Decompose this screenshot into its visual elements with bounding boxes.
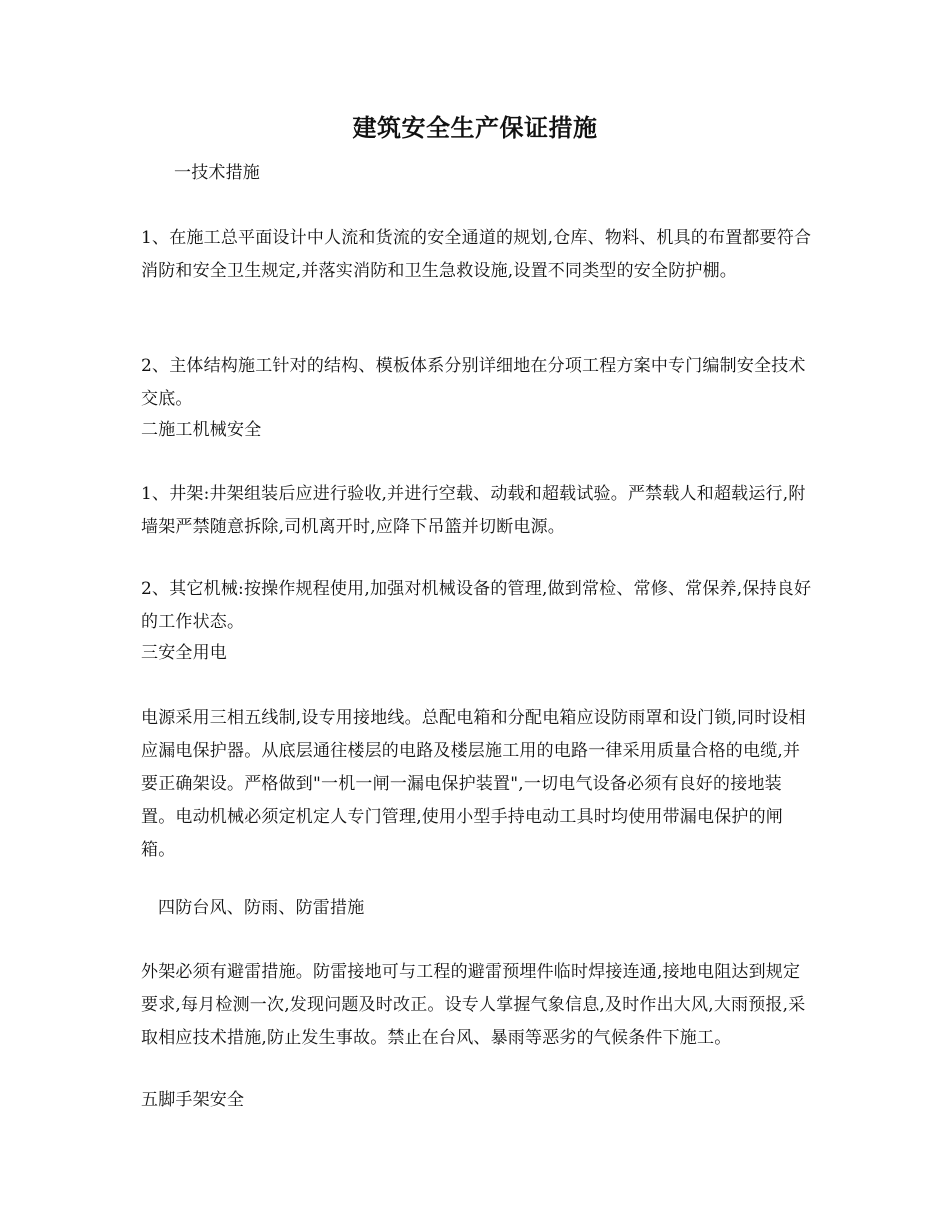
section-heading-electricity: 三安全用电 (141, 643, 227, 663)
section-heading-technical: 一技术措施 (174, 163, 260, 183)
paragraph-machinery-2: 2、其它机械:按操作规程使用,加强对机械设备的管理,做到常检、常修、常保养,保持良好的工作状态。 (141, 579, 812, 632)
section-heading-scaffold: 五脚手架安全 (141, 1090, 245, 1110)
paragraph-technical-2: 2、主体结构施工针对的结构、模板体系分别详细地在分项工程方案中专门编制安全技术交底。 (141, 356, 806, 409)
document-title: 建筑安全生产保证措施 (352, 113, 598, 142)
paragraph-machinery-1: 1、井架:井架组装后应进行验收,并进行空载、动载和超载试验。严禁载人和超载运行,附墙架严禁随意拆除,司机离开时,应降下吊篮并切断电源。 (141, 484, 806, 537)
section-heading-weather: 四防台风、防雨、防雷措施 (158, 898, 365, 918)
paragraph-technical-1: 1、在施工总平面设计中人流和货流的安全通道的规划,仓库、物料、机具的布置都要符合消防和安全卫生规定,并落实消防和卫生急救设施,设置不同类型的安全防护棚。 (141, 228, 812, 281)
paragraph-electricity: 电源采用三相五线制,设专用接地线。总配电箱和分配电箱应设防雨罩和设门锁,同时设相应漏电保护器。从底层通往楼层的电路及楼层施工用的电路一律采用质量合格的电缆,并要正确架设。严格做到"一机一闸一漏电保护装置",一切电气设备必须有良好的接地装置。电动机械必须定机定人专门管理,使用小型手持电动工具时均使用带漏电保护的闸箱。 (141, 708, 806, 860)
paragraph-weather: 外架必须有避雷措施。防雷接地可与工程的避雷预埋件临时焊接连通,接地电阻达到规定要求,每月检测一次,发现问题及时改正。设专人掌握气象信息,及时作出大风,大雨预报,采取相应技术措施,防止发生事故。禁止在台风、暴雨等恶劣的气候条件下施工。 (141, 962, 806, 1048)
section-heading-machinery: 二施工机械安全 (141, 420, 262, 440)
